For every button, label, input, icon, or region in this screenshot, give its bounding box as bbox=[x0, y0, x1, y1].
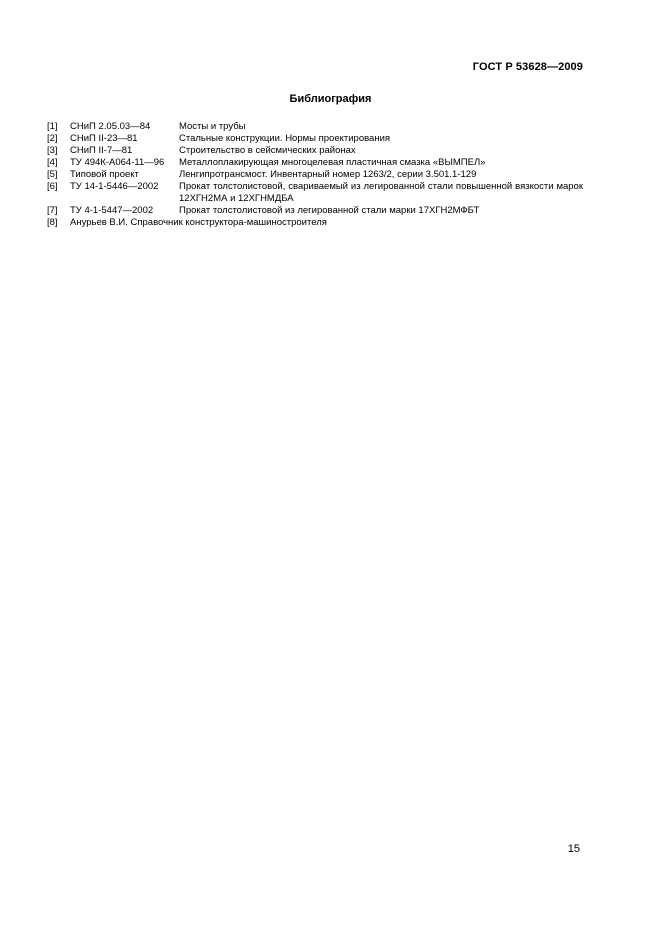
bibliography-item bbox=[47, 133, 583, 145]
item-description: Анурьев В.И. Справочник конструктора-машиностроителя bbox=[70, 217, 327, 228]
bibliography-title: Библиография bbox=[289, 93, 372, 105]
item-description: Прокат толстолистовой из легированной стали марки 17ХГН2МФБТ bbox=[179, 205, 480, 216]
bibliography-item bbox=[47, 169, 583, 181]
page-number: 15 bbox=[567, 843, 580, 855]
item-code: ТУ 494К-А064-11—96 bbox=[70, 157, 165, 168]
item-number: [4] bbox=[47, 157, 58, 168]
item-code: СНиП II-7—81 bbox=[70, 145, 133, 156]
item-description: Прокат толстолистовой, свариваемый из легированной стали повышенной вязкости марок 12ХГН2МА и 12ХГНМДБА bbox=[179, 181, 583, 204]
item-code: СНиП 2.05.03—84 bbox=[70, 121, 151, 132]
item-description: Мосты и трубы bbox=[179, 121, 246, 132]
item-number: [7] bbox=[47, 205, 58, 216]
bibliography-item bbox=[47, 181, 583, 205]
item-number: [2] bbox=[47, 133, 58, 144]
bibliography-item bbox=[47, 205, 583, 217]
item-code: СНиП II-23—81 bbox=[70, 133, 138, 144]
document-code: ГОСТ Р 53628—2009 bbox=[472, 61, 583, 73]
bibliography-item bbox=[47, 157, 583, 169]
item-number: [8] bbox=[47, 217, 58, 228]
item-description: Стальные конструкции. Нормы проектирования bbox=[179, 133, 391, 144]
item-description: Металлоплакирующая многоцелевая пластичная смазка «ВЫМПЕЛ» bbox=[179, 157, 486, 168]
bibliography-item bbox=[47, 121, 583, 133]
item-number: [1] bbox=[47, 121, 58, 132]
bibliography-list bbox=[47, 121, 583, 229]
bibliography-item bbox=[47, 217, 583, 229]
item-code: ТУ 14-1-5446—2002 bbox=[70, 181, 159, 192]
bibliography-item bbox=[47, 145, 583, 157]
item-code: ТУ 4-1-5447—2002 bbox=[70, 205, 154, 216]
item-number: [5] bbox=[47, 169, 58, 180]
item-number: [6] bbox=[47, 181, 58, 192]
item-description: Ленгипротрансмост. Инвентарный номер 1263/2, серии 3.501.1-129 bbox=[179, 169, 477, 180]
item-description: Строительство в сейсмических районах bbox=[179, 145, 356, 156]
item-code: Типовой проект bbox=[70, 169, 139, 180]
item-number: [3] bbox=[47, 145, 58, 156]
